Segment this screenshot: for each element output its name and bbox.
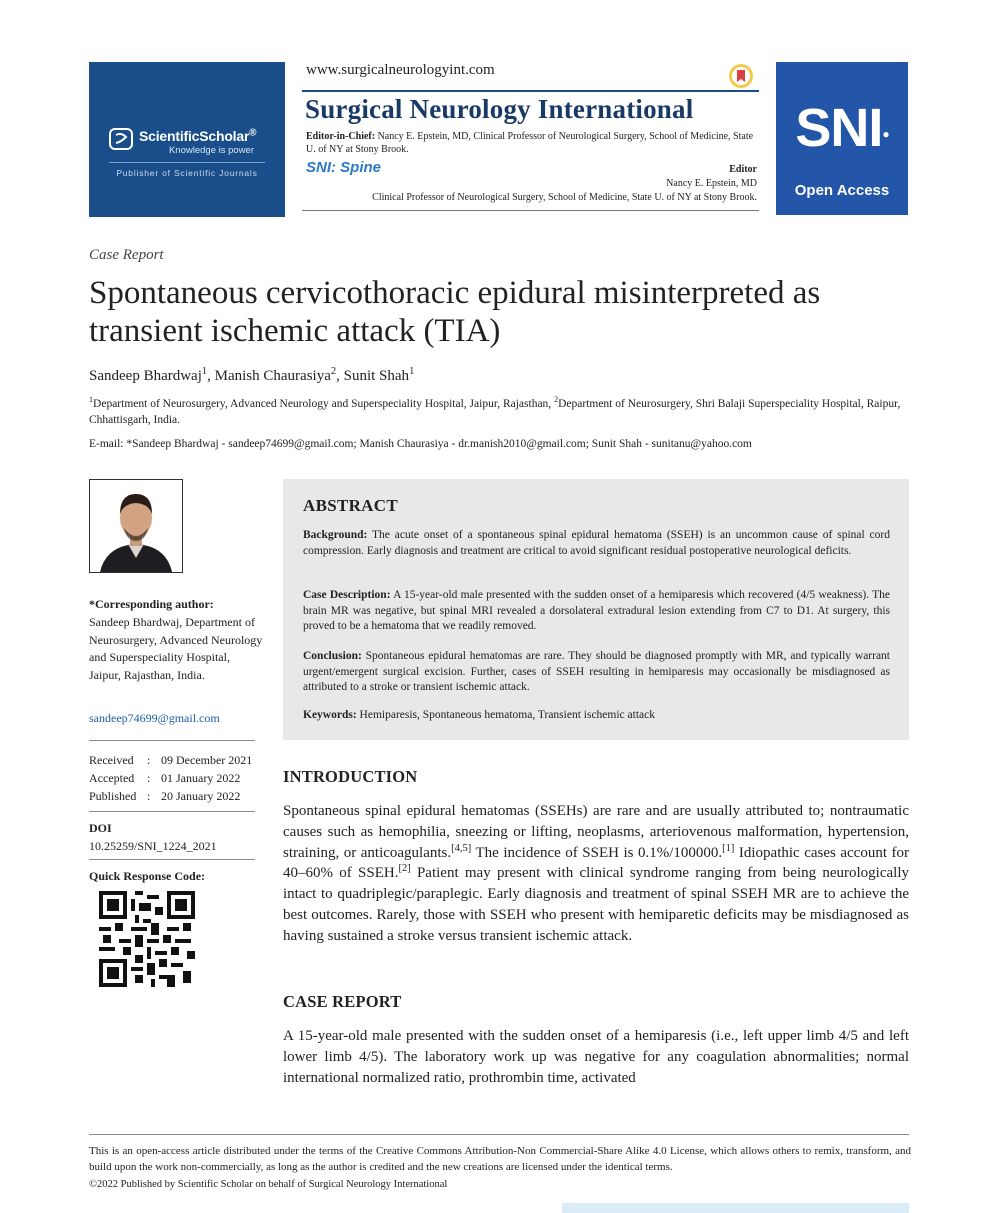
date-row-accepted: Accepted : 01 January 2022 (89, 771, 241, 785)
open-access-label: Open Access (794, 182, 890, 199)
publisher-logo-block (89, 62, 285, 217)
author-name: Manish Chaurasiya (214, 368, 331, 384)
publisher-name: ScientificScholar® (139, 127, 257, 144)
corresponding-author-label: *Corresponding author: (89, 597, 214, 611)
header-divider-bottom (302, 210, 759, 211)
case-report-paragraph: A 15-year-old male presented with the sudden onset of a hemiparesis (i.e., left upper limb 4/5 and left lower limb 4/5). The laboratory work up was negative for any coagulation abnormalities; normal international normalized ratio, prothrombin time, activated (283, 1028, 909, 1086)
introduction-paragraph: Spontaneous spinal epidural hematomas (SSEHs) are rare and are usually attributed to; nontraumatic causes such as hemophilia, sneezing or lifting, neoplasms, arteriovenous malformation, hypertension, straining, or anticoagulants.[4,5] The incidence of SSEH is 0.1%/100000.[1] Idiopathic cases account for 40–60% of SSEH.[2] Patient may present with clinical syndrome ranging from being neurologically intact to quadriplegic/paraplegic. Early diagnosis and treatment of spinal SSEH MR are to achieve the best outcomes. Rarely, those with SSEH who present with hemiparetic deficits may be misdiagnosed as having sustained a stroke versus transient ischemic attack. (283, 803, 910, 944)
abstract-box (283, 479, 909, 740)
introduction-heading: INTRODUCTION (283, 767, 418, 786)
publisher-tagline: Knowledge is power (168, 145, 254, 156)
editor-block (320, 163, 757, 205)
editor-affiliation: Clinical Professor of Neurological Surgery, School of Medicine, State U. of NY at Stony Brook. (372, 192, 757, 203)
abstract-case-description: Case Description: A 15-year-old male presented with the sudden onset of a hemiparesis which recovered (4/5 weakness). The brain MR was negative, but spinal MRI revealed a dorsolateral extradural lesion extending from C7 to D1. At surgery, this proved to be a hematoma that we readily removed. (303, 589, 890, 633)
scientificscholar-logo-icon (109, 128, 133, 150)
license-text: This is an open-access article distributed under the terms of the Creative Commons Attribution-Non Commercial-Share Alike 4.0 License, which allows others to remix, transform, and build upon the work non-commercially, as long as the author is credited and the new creations are licensed under the identical terms. (89, 1145, 911, 1173)
corresponding-author-text: Sandeep Bhardwaj, Department of Neurosurgery, Advanced Neurology and Superspeciality Hospital, Jaipur, Rajasthan, India. (89, 615, 263, 682)
divider (109, 162, 265, 163)
publisher-subline: Publisher of Scientific Journals (116, 168, 258, 178)
abstract-keywords: Keywords: Hemiparesis, Spontaneous hematoma, Transient ischemic attack (303, 709, 655, 721)
sni-logo-block (776, 62, 908, 215)
eic-label: Editor-in-Chief: (306, 131, 376, 142)
journal-title: Surgical Neurology International (305, 94, 694, 124)
footer-bar (562, 1203, 909, 1213)
divider (89, 740, 255, 741)
affiliations: $^1$Department of Neurosurgery, Advanced Neurology and Superspeciality Hospital, Jaipur, Rajasthan, $^2$Department of Neurosurgery, Shri Balaji Superspeciality Hospital, Raipur, Chhattisgarh, India. (89, 395, 901, 426)
corresponding-author-email[interactable]: sandeep74699@gmail.com (89, 711, 220, 725)
header-divider (302, 90, 759, 92)
author-name: Sunit Shah (343, 368, 410, 384)
section-label: SNI: Spine (306, 159, 382, 176)
case-report-heading: CASE REPORT (283, 992, 402, 1011)
editor-name: Nancy E. Epstein, MD (666, 178, 757, 189)
citation-link[interactable]: [2] (398, 863, 411, 875)
author-name: Sandeep Bhardwaj (89, 368, 202, 384)
editor-label: Editor (729, 164, 757, 175)
bookmark-badge-icon[interactable] (728, 63, 754, 89)
editor-in-chief (306, 130, 756, 156)
abstract-background: Background: The acute onset of a spontaneous spinal epidural hematoma (SSEH) is an uncommon cause of spinal cord compression. Early diagnosis and treatment are critical to avoid significant residual postoperative neurological deficits. (303, 529, 890, 557)
date-row-published: Published : 20 January 2022 (89, 789, 241, 803)
copyright-text: ©2022 Published by Scientific Scholar on behalf of Surgical Neurology International (89, 1179, 448, 1190)
eic-text: Nancy E. Epstein, MD, Clinical Professor of Neurological Surgery, School of Medicine, State U. of NY at Stony Brook. (306, 131, 754, 155)
abstract-conclusion: Conclusion: Spontaneous epidural hematomas are rare. They should be diagnosed promptly with MR, and typically warrant urgent/emergent surgical excision. Further, cases of SSEH resulting in hemiparesis may occasionally be misdiagnosed as attributed to a stroke or transient ischemic attack. (303, 650, 891, 694)
doi-label: DOI (89, 821, 112, 835)
author-emails: E-mail: *Sandeep Bhardwaj - sandeep74699@gmail.com; Manish Chaurasiya - dr.manish2010@gmail.com; Sunit Shah - sunitanu@yahoo.com (89, 438, 752, 450)
date-row-received: Received : 09 December 2021 (89, 753, 253, 767)
doi-value[interactable]: 10.25259/SNI_1224_2021 (89, 839, 217, 853)
journal-url[interactable]: www.surgicalneurologyint.com (306, 62, 495, 78)
footer-divider (89, 1134, 909, 1135)
citation-link[interactable]: [1] (722, 842, 735, 854)
abstract-heading: ABSTRACT (303, 496, 398, 515)
author-photo (89, 479, 183, 573)
qr-code-icon[interactable] (99, 891, 195, 987)
qr-code-label: Quick Response Code: (89, 869, 206, 883)
article-type: Case Report (89, 247, 164, 263)
citation-link[interactable]: [4,5] (451, 842, 472, 854)
divider (89, 811, 255, 812)
article-title: Spontaneous cervicothoracic epidural misinterpreted as transient ischemic attack (TIA) (89, 275, 821, 349)
sni-logo: SNI● (795, 98, 889, 158)
divider (89, 859, 255, 860)
author-list: Sandeep Bhardwaj$^1$, Manish Chaurasiya$^2$, Sunit Shah$^1$ (89, 366, 415, 384)
article-dates (89, 751, 252, 805)
